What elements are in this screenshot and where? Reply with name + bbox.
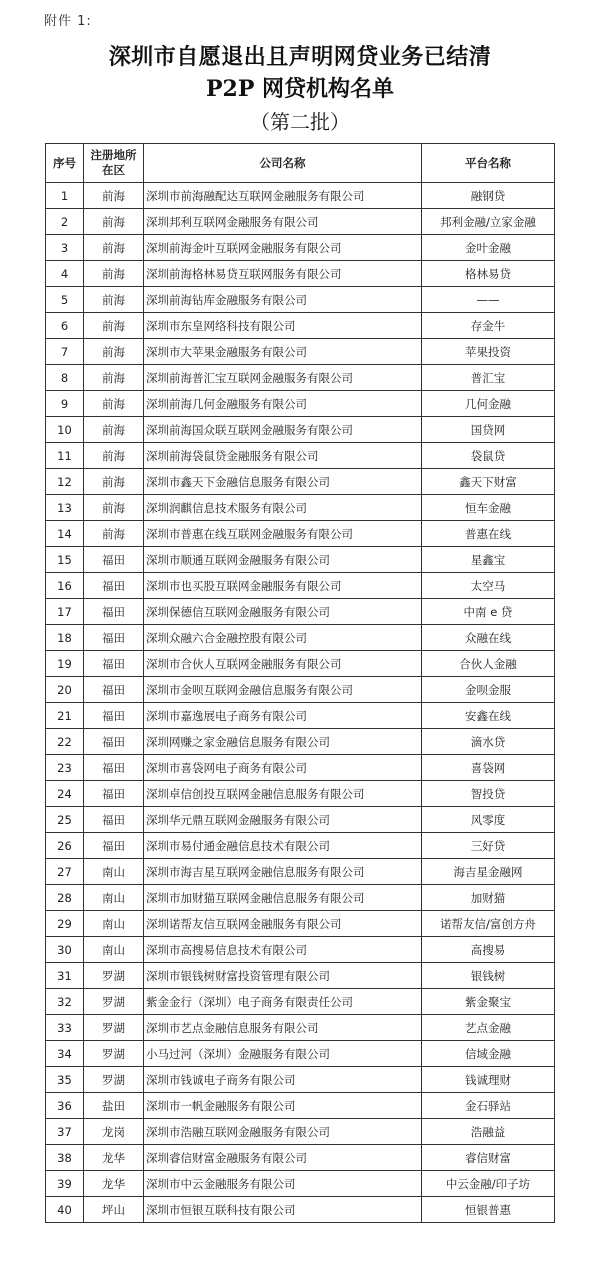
row-district: 前海 [84,443,144,469]
row-number: 5 [46,287,84,313]
row-company-name: 深圳市中云金融服务有限公司 [144,1171,422,1197]
row-platform-name: 钱诚理财 [422,1067,555,1093]
table-row [46,1119,555,1145]
row-company-name: 紫金金行（深圳）电子商务有限责任公司 [144,989,422,1015]
row-platform-name: 众融在线 [422,625,555,651]
row-number: 16 [46,573,84,599]
header-area-line2: 在区 [102,163,125,177]
row-district: 福田 [84,703,144,729]
row-company-name: 深圳保德信互联网金融服务有限公司 [144,599,422,625]
row-platform-name: 鑫天下财富 [422,469,555,495]
row-district: 龙华 [84,1171,144,1197]
row-number: 33 [46,1015,84,1041]
table-row [46,313,555,339]
row-company-name: 深圳市银钱树财富投资管理有限公司 [144,963,422,989]
row-company-name: 深圳市东皇网络科技有限公司 [144,313,422,339]
row-number: 38 [46,1145,84,1171]
row-platform-name: 金呗金服 [422,677,555,703]
row-company-name: 深圳市喜袋网电子商务有限公司 [144,755,422,781]
row-number: 23 [46,755,84,781]
row-platform-name: —— [422,287,555,313]
row-platform-name: 浩融益 [422,1119,555,1145]
row-company-name: 深圳市浩融互联网金融服务有限公司 [144,1119,422,1145]
row-district: 罗湖 [84,989,144,1015]
row-district: 前海 [84,521,144,547]
row-number: 22 [46,729,84,755]
row-number: 31 [46,963,84,989]
header-no: 序号 [46,144,84,183]
attachment-label: 附件 1: [44,14,92,29]
table-row [46,807,555,833]
row-number: 21 [46,703,84,729]
row-platform-name: 滴水贷 [422,729,555,755]
row-company-name: 深圳前海国众联互联网金融服务有限公司 [144,417,422,443]
row-platform-name: 星鑫宝 [422,547,555,573]
row-platform-name: 普汇宝 [422,365,555,391]
header-area-line1: 注册地所 [90,148,137,162]
row-number: 17 [46,599,84,625]
row-district: 福田 [84,625,144,651]
table-row [46,625,555,651]
row-number: 20 [46,677,84,703]
table-row [46,1145,555,1171]
row-platform-name: 高搜易 [422,937,555,963]
row-company-name: 深圳润麒信息技术服务有限公司 [144,495,422,521]
row-platform-name: 普惠在线 [422,521,555,547]
row-number: 27 [46,859,84,885]
row-company-name: 深圳市鑫天下金融信息服务有限公司 [144,469,422,495]
row-district: 罗湖 [84,1041,144,1067]
row-platform-name: 太空马 [422,573,555,599]
row-district: 福田 [84,755,144,781]
row-number: 34 [46,1041,84,1067]
row-company-name: 深圳市大苹果金融服务有限公司 [144,339,422,365]
row-number: 8 [46,365,84,391]
table-row [46,885,555,911]
row-company-name: 深圳市合伙人互联网金融服务有限公司 [144,651,422,677]
row-district: 前海 [84,417,144,443]
row-platform-name: 金叶金融 [422,235,555,261]
row-platform-name: 诺帮友信/富创方舟 [422,911,555,937]
table-row [46,755,555,781]
table-row [46,1015,555,1041]
table-row [46,417,555,443]
row-company-name: 深圳前海金叶互联网金融服务有限公司 [144,235,422,261]
table-row [46,651,555,677]
row-company-name: 深圳市易付通金融信息技术有限公司 [144,833,422,859]
row-district: 龙岗 [84,1119,144,1145]
row-platform-name: 几何金融 [422,391,555,417]
row-platform-name: 海吉星金融网 [422,859,555,885]
row-company-name: 深圳前海钻库金融服务有限公司 [144,287,422,313]
row-number: 29 [46,911,84,937]
row-district: 罗湖 [84,963,144,989]
row-district: 南山 [84,911,144,937]
row-company-name: 深圳市普惠在线互联网金融服务有限公司 [144,521,422,547]
table-row [46,989,555,1015]
row-district: 前海 [84,261,144,287]
row-company-name: 深圳市加财猫互联网金融信息服务有限公司 [144,885,422,911]
table-row [46,339,555,365]
row-company-name: 深圳市也买股互联网金融服务有限公司 [144,573,422,599]
row-number: 4 [46,261,84,287]
table-row [46,443,555,469]
row-district: 前海 [84,469,144,495]
row-number: 35 [46,1067,84,1093]
row-number: 18 [46,625,84,651]
row-platform-name: 三好贷 [422,833,555,859]
table-row [46,261,555,287]
table-row [46,495,555,521]
row-platform-name: 国贷网 [422,417,555,443]
table-row [46,677,555,703]
row-number: 40 [46,1197,84,1223]
row-number: 14 [46,521,84,547]
row-company-name: 深圳市前海融配达互联网金融服务有限公司 [144,183,422,209]
row-district: 南山 [84,937,144,963]
row-district: 罗湖 [84,1067,144,1093]
row-company-name: 深圳市嘉逸展电子商务有限公司 [144,703,422,729]
row-district: 福田 [84,833,144,859]
row-company-name: 深圳卓信创投互联网金融信息服务有限公司 [144,781,422,807]
row-platform-name: 融钢贷 [422,183,555,209]
row-district: 福田 [84,599,144,625]
table-row [46,469,555,495]
table-row [46,1171,555,1197]
table-row [46,703,555,729]
row-platform-name: 格林易贷 [422,261,555,287]
row-number: 19 [46,651,84,677]
row-district: 前海 [84,183,144,209]
row-company-name: 深圳前海几何金融服务有限公司 [144,391,422,417]
row-platform-name: 金石驿站 [422,1093,555,1119]
row-number: 10 [46,417,84,443]
row-company-name: 小马过河（深圳）金融服务有限公司 [144,1041,422,1067]
row-number: 25 [46,807,84,833]
table-row [46,599,555,625]
row-company-name: 深圳前海袋鼠贷金融服务有限公司 [144,443,422,469]
row-number: 37 [46,1119,84,1145]
table-row [46,391,555,417]
table-header-row [46,144,555,183]
row-district: 前海 [84,235,144,261]
row-district: 龙华 [84,1145,144,1171]
row-number: 24 [46,781,84,807]
table-row [46,287,555,313]
table-row [46,1197,555,1223]
table-row [46,521,555,547]
table-row [46,183,555,209]
row-district: 前海 [84,313,144,339]
row-number: 7 [46,339,84,365]
row-company-name: 深圳市一帆金融服务有限公司 [144,1093,422,1119]
table-row [46,833,555,859]
row-platform-name: 苹果投资 [422,339,555,365]
row-platform-name: 银钱树 [422,963,555,989]
row-number: 2 [46,209,84,235]
row-number: 28 [46,885,84,911]
row-platform-name: 智投贷 [422,781,555,807]
row-company-name: 深圳市钱诚电子商务有限公司 [144,1067,422,1093]
row-district: 福田 [84,651,144,677]
row-company-name: 深圳诺帮友信互联网金融服务有限公司 [144,911,422,937]
row-district: 坪山 [84,1197,144,1223]
table-row [46,1093,555,1119]
row-number: 30 [46,937,84,963]
table-body [46,183,555,1223]
row-platform-name: 安鑫在线 [422,703,555,729]
header-area [84,144,144,183]
table-row [46,235,555,261]
row-platform-name: 邦利金融/立家金融 [422,209,555,235]
row-number: 26 [46,833,84,859]
row-number: 15 [46,547,84,573]
row-company-name: 深圳邦利互联网金融服务有限公司 [144,209,422,235]
row-number: 32 [46,989,84,1015]
row-company-name: 深圳市海吉星互联网金融信息服务有限公司 [144,859,422,885]
row-district: 南山 [84,885,144,911]
table-row [46,963,555,989]
row-company-name: 深圳睿信财富金融服务有限公司 [144,1145,422,1171]
row-company-name: 深圳网赚之家金融信息服务有限公司 [144,729,422,755]
row-district: 前海 [84,209,144,235]
batch-label: （第二批） [250,110,350,134]
row-platform-name: 睿信财富 [422,1145,555,1171]
row-district: 福田 [84,729,144,755]
row-district: 前海 [84,495,144,521]
table-row [46,1041,555,1067]
row-platform-name: 加财猫 [422,885,555,911]
row-district: 福田 [84,781,144,807]
row-company-name: 深圳市高搜易信息技术有限公司 [144,937,422,963]
row-district: 前海 [84,339,144,365]
row-district: 前海 [84,365,144,391]
row-district: 福田 [84,677,144,703]
table-row [46,781,555,807]
row-platform-name: 中南 e 贷 [422,599,555,625]
institution-table [45,143,555,1223]
table-row [46,209,555,235]
row-company-name: 深圳众融六合金融控股有限公司 [144,625,422,651]
row-company-name: 深圳前海普汇宝互联网金融服务有限公司 [144,365,422,391]
table-row [46,859,555,885]
row-number: 36 [46,1093,84,1119]
table-row [46,1067,555,1093]
table-row [46,365,555,391]
table-row [46,911,555,937]
header-platform: 平台名称 [422,144,555,183]
row-company-name: 深圳市艺点金融信息服务有限公司 [144,1015,422,1041]
row-platform-name: 艺点金融 [422,1015,555,1041]
row-district: 前海 [84,287,144,313]
table-row [46,573,555,599]
row-number: 12 [46,469,84,495]
row-number: 39 [46,1171,84,1197]
row-company-name: 深圳市顺通互联网金融服务有限公司 [144,547,422,573]
row-platform-name: 袋鼠贷 [422,443,555,469]
row-platform-name: 信域金融 [422,1041,555,1067]
row-district: 前海 [84,391,144,417]
row-platform-name: 恒银普惠 [422,1197,555,1223]
row-platform-name: 中云金融/印子坊 [422,1171,555,1197]
row-district: 福田 [84,547,144,573]
row-district: 福田 [84,573,144,599]
row-company-name: 深圳市金呗互联网金融信息服务有限公司 [144,677,422,703]
row-platform-name: 合伙人金融 [422,651,555,677]
row-district: 南山 [84,859,144,885]
row-platform-name: 喜袋网 [422,755,555,781]
row-platform-name: 存金牛 [422,313,555,339]
row-platform-name: 风零度 [422,807,555,833]
header-company: 公司名称 [144,144,422,183]
row-number: 11 [46,443,84,469]
row-district: 罗湖 [84,1015,144,1041]
table-row [46,937,555,963]
row-number: 3 [46,235,84,261]
row-number: 1 [46,183,84,209]
table-row [46,729,555,755]
document-subtitle: P2P 网贷机构名单 [205,76,395,102]
row-number: 6 [46,313,84,339]
document-title: 深圳市自愿退出且声明网贷业务已结清 [108,44,492,70]
row-company-name: 深圳前海格林易贷互联网服务有限公司 [144,261,422,287]
table-row [46,547,555,573]
row-district: 福田 [84,807,144,833]
row-number: 13 [46,495,84,521]
row-company-name: 深圳华元鼎互联网金融服务有限公司 [144,807,422,833]
row-company-name: 深圳市恒银互联科技有限公司 [144,1197,422,1223]
row-platform-name: 恒车金融 [422,495,555,521]
row-platform-name: 紫金聚宝 [422,989,555,1015]
row-district: 盐田 [84,1093,144,1119]
row-number: 9 [46,391,84,417]
